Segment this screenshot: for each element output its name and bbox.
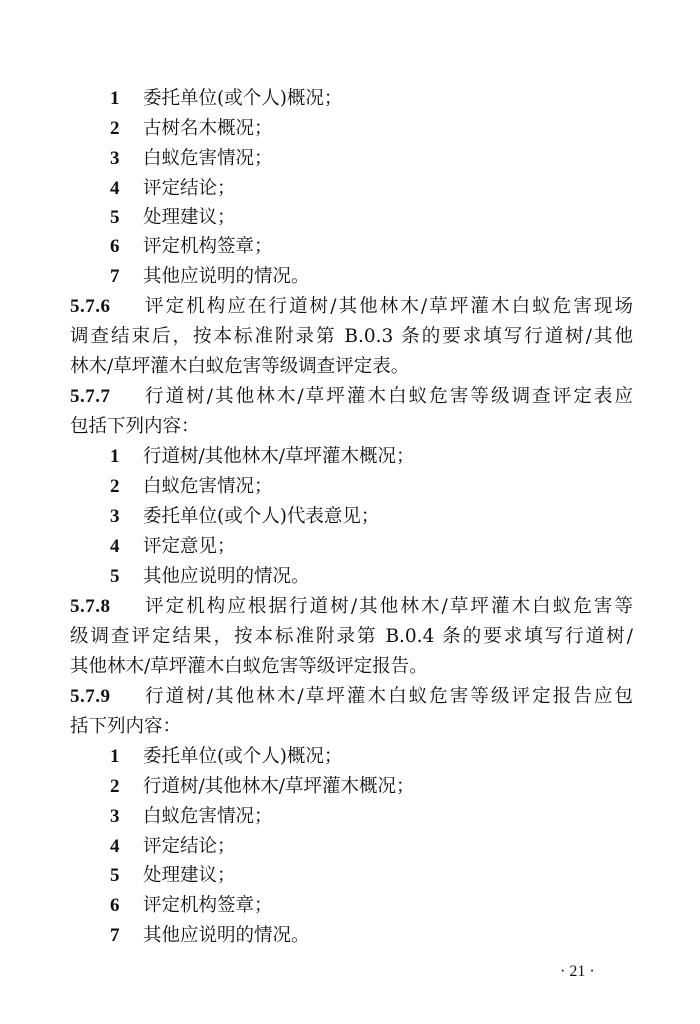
clause-text: 其他林木/草坪灌木白蚁危害等级评定报告。 bbox=[70, 656, 428, 677]
list-item-number: 3 bbox=[110, 506, 120, 527]
list-item-text: 评定结论； bbox=[143, 836, 236, 857]
list-item-text: 评定结论； bbox=[143, 178, 236, 199]
clause-text: 行道树/其他林木/草坪灌木白蚁危害等级评定报告应包 bbox=[145, 686, 633, 707]
clause-number: 5.7.7 bbox=[70, 386, 111, 407]
list-item-number: 5 bbox=[110, 207, 120, 228]
list-item-number: 4 bbox=[110, 178, 120, 199]
list-item-text: 委托单位(或个人)代表意见； bbox=[143, 506, 380, 527]
list-item-number: 7 bbox=[110, 266, 120, 287]
list-item-number: 3 bbox=[110, 806, 120, 827]
clause-text: 包括下列内容： bbox=[70, 416, 200, 437]
list-item-text: 评定机构签章； bbox=[143, 895, 273, 916]
list-item-text: 行道树/其他林木/草坪灌木概况； bbox=[143, 446, 415, 467]
list-item-text: 白蚁危害情况； bbox=[143, 148, 273, 169]
page-number: · 21 · bbox=[560, 963, 595, 980]
clause-number: 5.7.6 bbox=[70, 296, 111, 317]
list-item-text: 委托单位(或个人)概况； bbox=[143, 88, 343, 109]
list-item-number: 1 bbox=[110, 88, 120, 109]
list-item-number: 4 bbox=[110, 836, 120, 857]
clause-text: 林木/草坪灌木白蚁危害等级调查评定表。 bbox=[70, 356, 410, 377]
clause-text: 级调查评定结果，按本标准附录第 B.0.4 条的要求填写行道树/ bbox=[70, 626, 633, 647]
list-item-number: 2 bbox=[110, 776, 120, 797]
clause-text: 行道树/其他林木/草坪灌木白蚁危害等级调查评定表应 bbox=[145, 386, 633, 407]
list-item-text: 其他应说明的情况。 bbox=[143, 566, 310, 587]
list-item-number: 2 bbox=[110, 476, 120, 497]
clause-number: 5.7.8 bbox=[70, 596, 111, 617]
list-item-number: 6 bbox=[110, 236, 120, 257]
list-item-number: 4 bbox=[110, 536, 120, 557]
list-item-number: 6 bbox=[110, 895, 120, 916]
list-item-text: 白蚁危害情况； bbox=[143, 806, 273, 827]
list-item-number: 7 bbox=[110, 925, 120, 946]
list-item-number: 1 bbox=[110, 446, 120, 467]
list-item-text: 处理建议； bbox=[143, 865, 236, 886]
list-item-text: 评定意见； bbox=[143, 536, 236, 557]
list-item-text: 其他应说明的情况。 bbox=[143, 925, 310, 946]
list-item-number: 5 bbox=[110, 566, 120, 587]
list-item-text: 白蚁危害情况； bbox=[143, 476, 273, 497]
list-item-number: 2 bbox=[110, 118, 120, 139]
list-item-text: 古树名木概况； bbox=[143, 118, 273, 139]
clause-text: 评定机构应在行道树/其他林木/草坪灌木白蚁危害现场 bbox=[145, 296, 633, 317]
list-item-text: 其他应说明的情况。 bbox=[143, 266, 310, 287]
list-item-text: 评定机构签章； bbox=[143, 236, 273, 257]
list-item-number: 1 bbox=[110, 746, 120, 767]
list-item-number: 5 bbox=[110, 865, 120, 886]
list-item-text: 行道树/其他林木/草坪灌木概况； bbox=[143, 776, 415, 797]
list-item-number: 3 bbox=[110, 148, 120, 169]
list-item-text: 处理建议； bbox=[143, 207, 236, 228]
clause-text: 括下列内容： bbox=[70, 716, 182, 737]
list-item-text: 委托单位(或个人)概况； bbox=[143, 746, 343, 767]
clause-text: 调查结束后，按本标准附录第 B.0.3 条的要求填写行道树/其他 bbox=[70, 326, 633, 347]
clause-number: 5.7.9 bbox=[70, 686, 111, 707]
clause-text: 评定机构应根据行道树/其他林木/草坪灌木白蚁危害等 bbox=[145, 596, 633, 617]
